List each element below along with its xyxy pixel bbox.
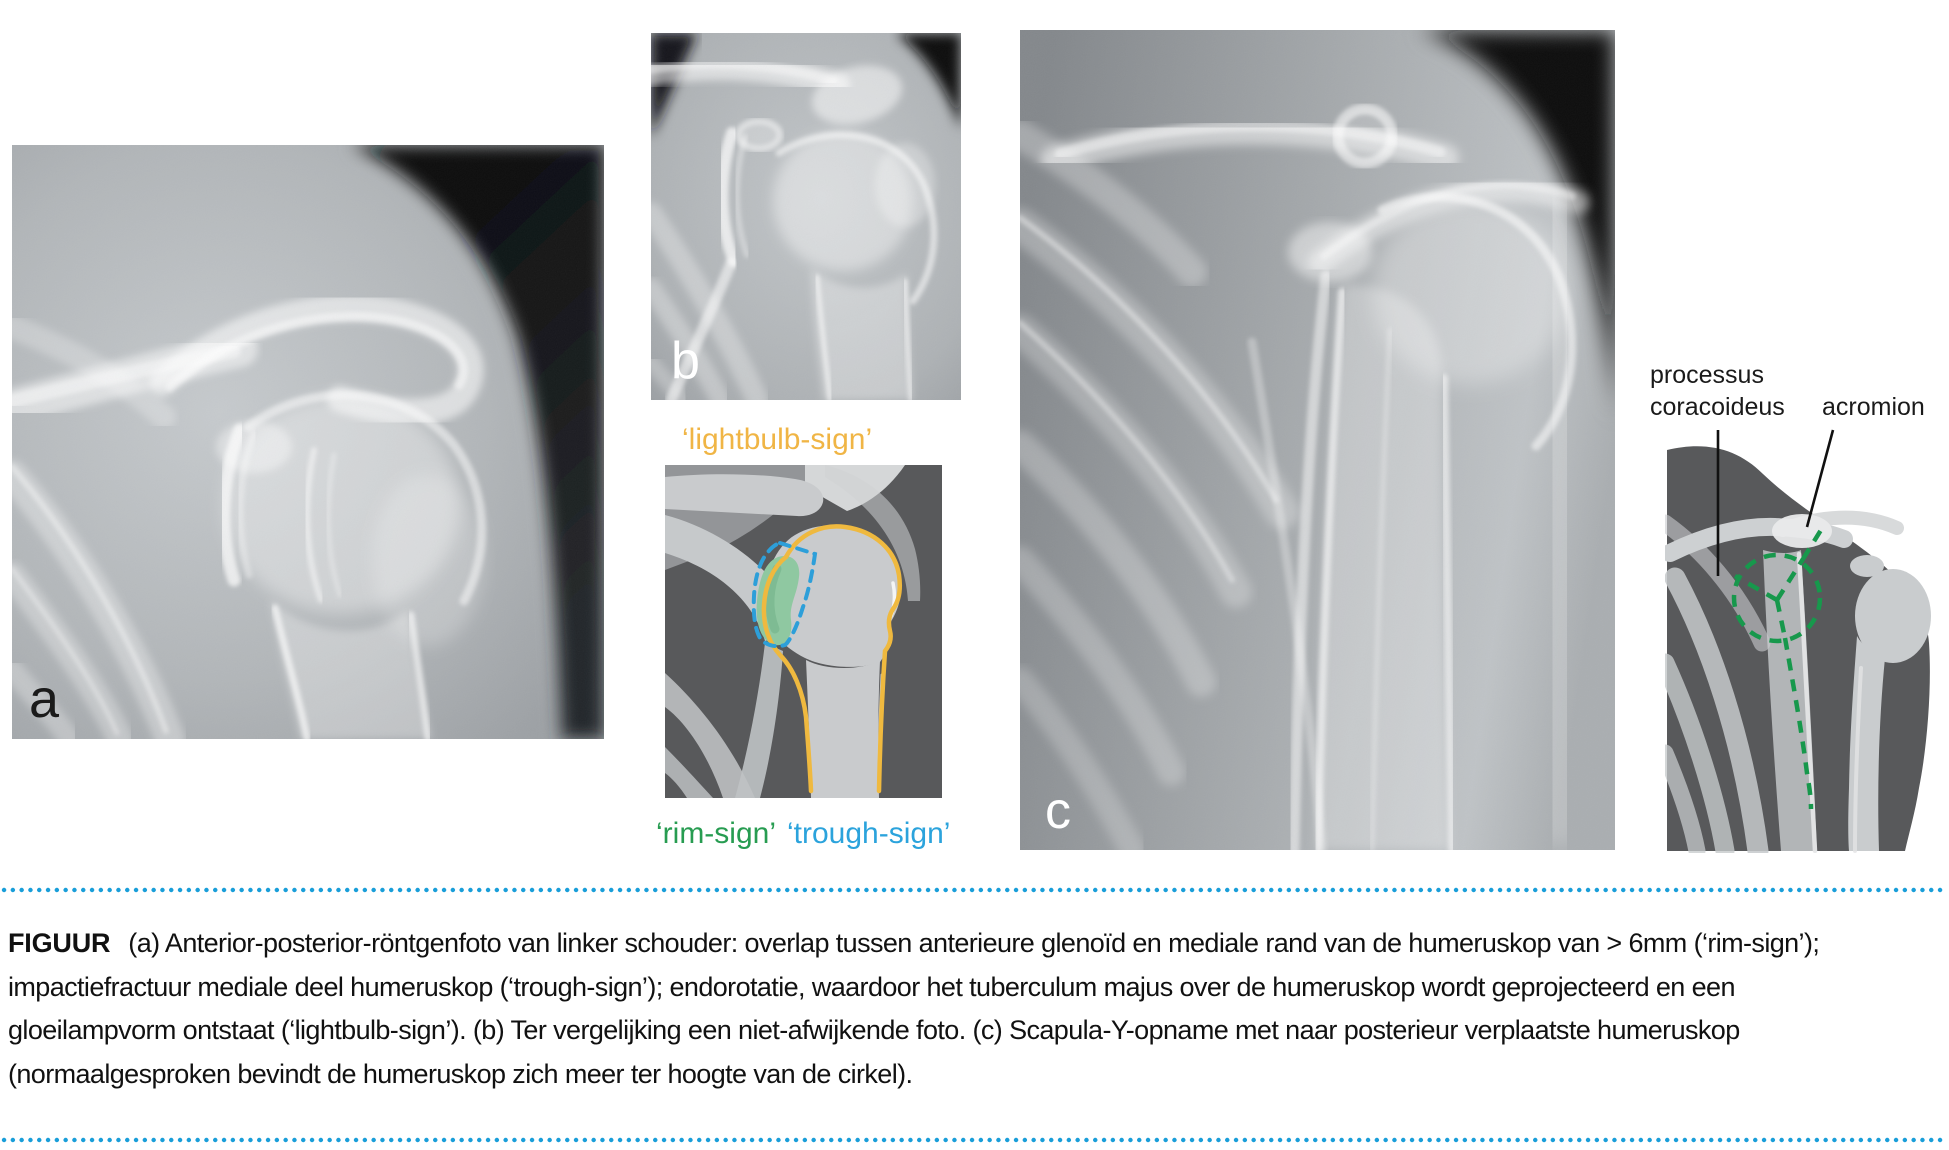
figure-caption <box>8 922 1940 1096</box>
diagram-ap-schematic <box>665 465 942 798</box>
panel-c-letter: c <box>1045 782 1071 840</box>
caption-text-1: (a) Anterior-posterior-röntgenfoto van linker schouder: overlap tussen anterieure glenoïd en mediale rand van de humeruskop van > 6mm (‘rim-sign’); <box>128 928 1820 958</box>
caption-text-2: impactiefractuur mediale deel humeruskop (‘trough-sign’); endorotatie, waardoor het tuberculum majus over de humeruskop wordt geprojecteerd en een <box>8 971 1735 1002</box>
panel-a-letter: a <box>29 669 60 729</box>
diagram-y-schematic <box>1665 428 1935 853</box>
xray-panel-a <box>12 145 604 739</box>
greater-tuberosity <box>1850 555 1884 577</box>
panel-b-letter: b <box>671 332 700 390</box>
lightbulb-sign-label: ‘lightbulb-sign’ <box>682 423 873 456</box>
clavicle <box>665 474 823 516</box>
caption-line-1 <box>8 922 1940 966</box>
separator-bottom <box>0 1134 1949 1146</box>
separator-top <box>0 884 1949 896</box>
processus-coracoideus-label-line2: coracoideus <box>1650 393 1785 421</box>
film-grain <box>1020 30 1615 850</box>
xray-panel-c <box>1020 30 1615 850</box>
film-grain <box>12 145 604 739</box>
caption-text-4: (normaalgesproken bevindt de humeruskop zich meer ter hoogte van de cirkel). <box>8 1058 913 1089</box>
caption-line-4 <box>8 1053 1940 1097</box>
caption-line-2 <box>8 966 1940 1010</box>
caption-line-3 <box>8 1009 1940 1053</box>
junction-highlight <box>1772 514 1832 548</box>
processus-coracoideus-label-line1: processus <box>1650 361 1764 389</box>
caption-text-3: gloeilampvorm ontstaat (‘lightbulb-sign’). (b) Ter vergelijking een niet-afwijkende foto. (c) Scapula-Y-opname met naar posterieur verplaatste humeruskop <box>8 1015 1740 1045</box>
humeral-shaft <box>806 660 880 798</box>
rim-sign-label: ‘rim-sign’ <box>656 817 776 850</box>
caption-label: FIGUUR <box>8 928 111 958</box>
acromion-label: acromion <box>1822 393 1925 421</box>
trough-sign-label: ‘trough-sign’ <box>787 817 951 850</box>
xray-panel-b <box>651 33 961 400</box>
